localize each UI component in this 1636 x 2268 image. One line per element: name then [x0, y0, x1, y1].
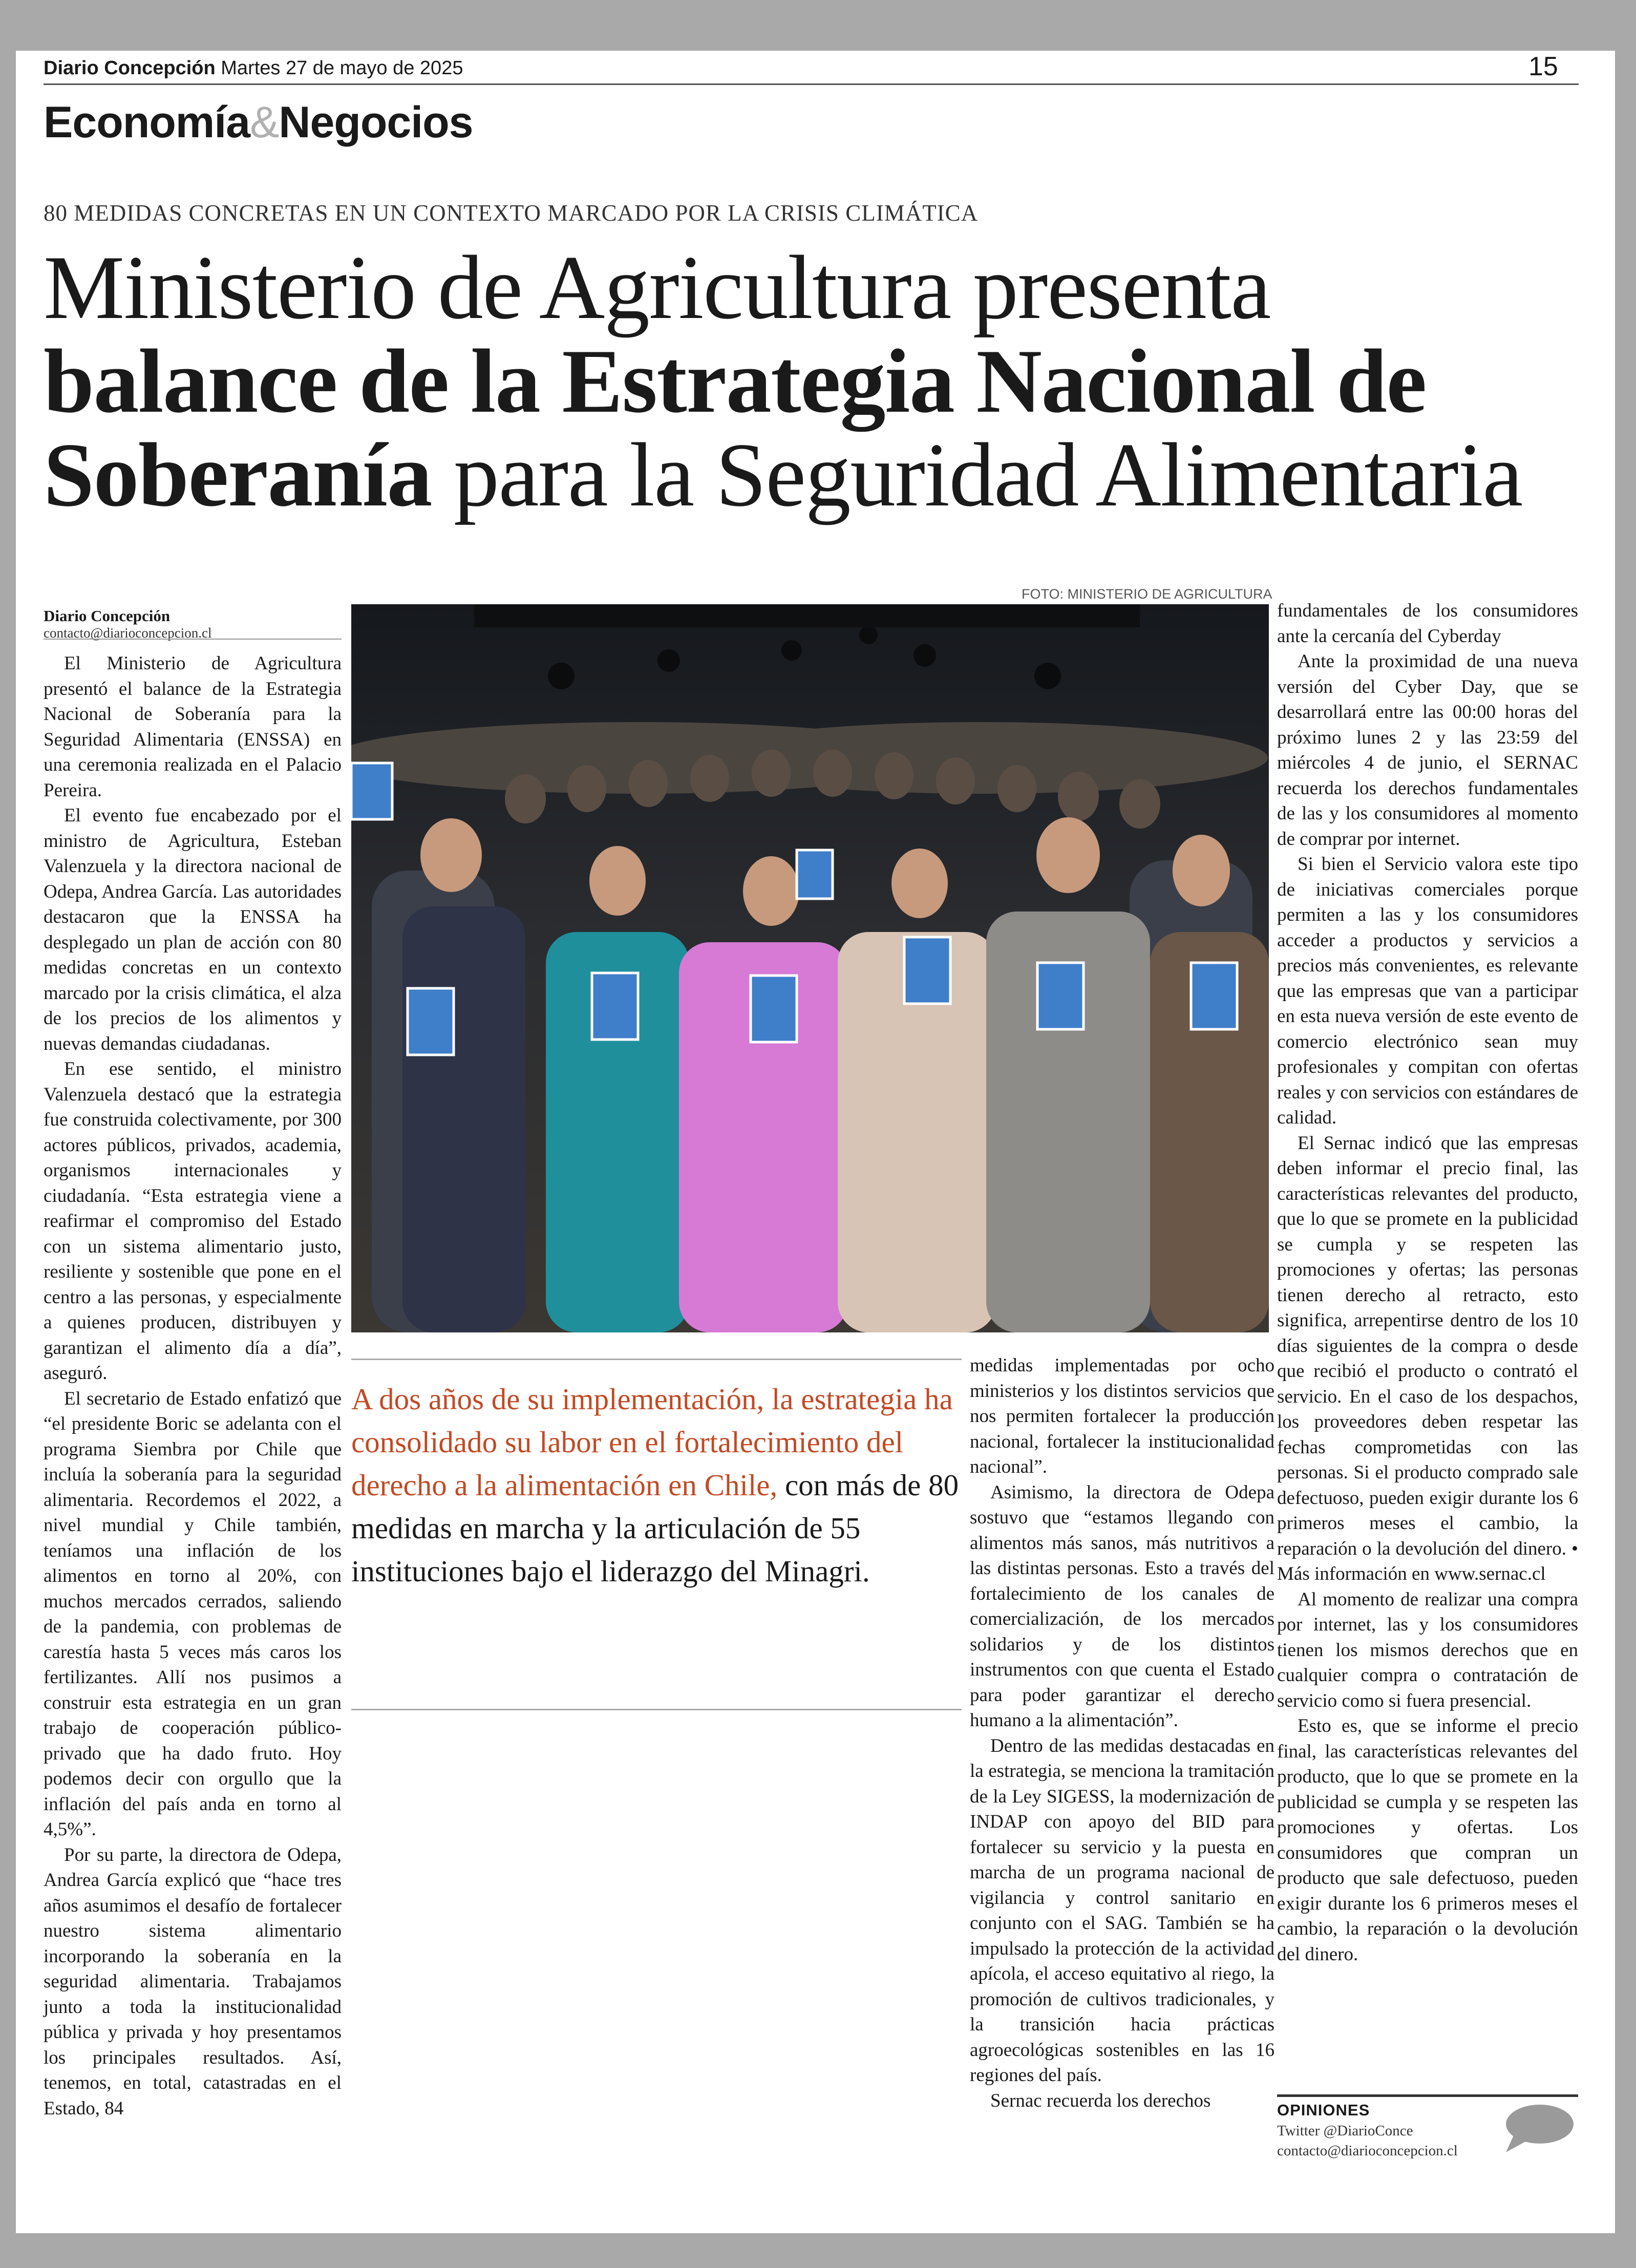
headline-line-1: Ministerio de Agricultura presenta: [44, 237, 1270, 338]
byline-email: contacto@diarioconcepcion.cl: [44, 625, 212, 641]
paragraph: medidas implementadas por ocho ministerios y los distintos servicios que nos permiten fortalecer la producción nacional, fortalecer la institucionalidad nacional”.: [970, 1355, 1274, 1477]
byline: [44, 607, 211, 641]
paragraph: Al momento de realizar una compra por internet, las y los consumidores tienen los mismos derechos que en cualquier compra o contratación de servicio como si fuera presencial.: [1277, 1588, 1578, 1711]
paragraph: Asimismo, la directora de Odepa sostuvo que “estamos llegando con alimentos más sanos, más nutritivos a las distintas personas. Esto a través del fortalecimiento de los canales de comercialización, de los mercados solidarios y de los distintos instrumentos con que cuenta el Estado para poder garantizar el derecho humano a la alimentación”.: [970, 1481, 1274, 1731]
section-title: [44, 97, 473, 148]
photo-illustration: [351, 604, 1269, 1332]
paper-name: Diario Concepción: [44, 57, 216, 79]
article-column-4: [1277, 598, 1578, 1967]
opinions-twitter: Twitter @DiarioConce: [1277, 2123, 1413, 2139]
paragraph: Esto es, que se informe el precio final, las características relevantes del producto, que lo que se promete en la publicidad se cumpla y se respeten las promociones y ofertas. Los consumidores que compran un producto que sale defectuoso, pueden exigir durante los 6 primeros meses el cambio, la reparación o la devolución del dinero.: [1277, 1715, 1578, 1965]
article-column-3: [970, 1353, 1274, 2113]
paragraph: El Sernac indicó que las empresas deben informar el precio final, las características relevantes del producto, que lo que se promete en la publicidad se cumpla y se respeten las promociones y ofertas; las personas tienen derecho al retracto, esto significa, arrepentirse dentro de los 10 días siguientes de la compra o desde que recibió el producto o contrató el servicio. En el caso de los despachos, los proveedores deben respetar las fechas comprometidas con las personas. Si el producto comprado sale defectuoso, pueden exigir durante los 6 primeros meses el cambio, la reparación o la devolución del dinero. • Más información en www.sernac.cl: [1277, 1132, 1578, 1584]
headline-line-2: balance de la Estrategia Nacional de: [44, 330, 1426, 432]
headline-bold-word: Soberanía: [44, 424, 432, 525]
headline-line-3: [44, 424, 1595, 525]
byline-name: Diario Concepción: [44, 607, 171, 625]
opinions-email: contacto@diarioconcepcion.cl: [1277, 2143, 1458, 2159]
byline-rule: [44, 639, 342, 640]
header-rule: [44, 83, 1579, 85]
photo-credit: FOTO: MINISTERIO DE AGRICULTURA: [1022, 586, 1272, 602]
page-number: 15: [1528, 52, 1558, 81]
paragraph: Dentro de las medidas destacadas en la estrategia, se menciona la tramitación de la Ley SIGESS, la modernización de INDAP con apoyo del BID para fortalecer su servicio y la puesta en marcha de un programa nacional de vigilancia y control sanitario en conjunto con el SAG. También se ha impulsado la protección de la actividad apícola, el acceso equitativo al riego, la promoción de cultivos tradicionales, y la transición hacia prácticas agroecológicas sostenibles en las 16 regiones del país.: [970, 1735, 1274, 2086]
paragraph: Ante la proximidad de una nueva versión del Cyber Day, que se desarrollará entre las 00:00 horas del próximo lunes 2 y las 23:59 del miércoles 4 de junio, el SERNAC recuerda los derechos fundamentales de las y los consumidores al momento de comprar por internet.: [1277, 651, 1578, 850]
section-part1: Economía: [44, 98, 250, 147]
paragraph: El evento fue encabezado por el ministro de Agricultura, Esteban Valenzuela y la directora nacional de Odepa, Andrea García. Las autoridades destacaron que la ENSSA ha desplegado un plan de acción con 80 medidas concretas en un contexto marcado por la crisis climática, el alza de los precios de los alimentos y nuevas demandas ciudadanas.: [44, 805, 342, 1054]
paragraph: fundamentales de los consumidores ante la cercanía del Cyberday: [1277, 600, 1578, 647]
pullquote: [351, 1377, 962, 1593]
issue-date: Martes 27 de mayo de 2025: [221, 57, 463, 79]
paragraph: Sernac recuerda los derechos: [990, 2090, 1211, 2111]
kicker: 80 MEDIDAS CONCRETAS EN UN CONTEXTO MARCADO POR LA CRISIS CLIMÁTICA: [44, 200, 979, 226]
pullquote-rule-top: [351, 1359, 962, 1360]
opinions-rule: [1277, 2094, 1578, 2097]
section-ampersand: &: [249, 98, 279, 147]
paragraph: Si bien el Servicio valora este tipo de iniciativas comerciales porque permiten a las y los consumidores acceder a productos y servicios a precios más convenientes, es relevante que las empresas que van a participar en esta nueva versión de este evento de comercio electrónico sean muy profesionales y compitan con ofertas reales y con servicios con estándares de calidad.: [1277, 854, 1578, 1128]
pullquote-rule-bottom: [351, 1709, 962, 1710]
event-group-photo: [351, 604, 1269, 1332]
paragraph: Por su parte, la directora de Odepa, Andrea García explicó que “hace tres años asumimos el desafío de fortalecer nuestro sistema alimentario incorporando la soberanía en la seguridad alimentaria. Trabajamos junto a toda la institucionalidad pública y privada y hoy presentamos los principales resultados. Así, tenemos, en total, catastradas en el Estado, 84: [44, 1844, 342, 2119]
headline: [44, 237, 1595, 525]
speech-bubble-icon: [1503, 2104, 1575, 2157]
paragraph: En ese sentido, el ministro Valenzuela destacó que la estrategia fue construida colectivamente, por 300 actores públicos, privados, academia, organismos internacionales y ciudadanía. “Esta estrategia viene a reafirmar el compromiso del Estado con un sistema alimentario justo, resiliente y sostenible que pone en el centro a las personas, y especialmente a quienes producen, distribuyen y garantizan el alimento día a día”, aseguró.: [44, 1058, 342, 1384]
section-part2: Negocios: [279, 98, 473, 147]
paragraph: El Ministerio de Agricultura presentó el balance de la Estrategia Nacional de Soberanía para la Seguridad Alimentaria (ENSSA) en una ceremonia realizada en el Palacio Pereira.: [44, 653, 342, 801]
dateline: [44, 57, 463, 79]
pullquote-text: con más de 80 medidas en marcha y la articulación de 55 instituciones bajo el liderazgo del Minagri.: [351, 1468, 959, 1588]
opinions-label: OPINIONES: [1277, 2101, 1370, 2119]
pullquote-highlight: A dos años de su implementación, la estrategia ha consolidado su labor en el fortalecimiento del derecho a la alimentación en Chile,: [351, 1382, 953, 1502]
paragraph: El secretario de Estado enfatizó que “el presidente Boric se adelanta con el programa Siembra por Chile que incluía la soberanía para la seguridad alimentaria. Recordemos el 2022, a nivel mundial y Chile también, teníamos una inflación de los alimentos en torno al 20%, con muchos mercados cerrados, saliendo de la pandemia, con problemas de carestía hasta 5 veces más caros los fertilizantes. Allí nos pusimos a construir esta estrategia en un gran trabajo de cooperación público-privado que ha dado fruto. Hoy podemos decir con orgullo que la inflación del país anda en torno al 4,5%”.: [44, 1388, 342, 1840]
article-column-1: [44, 651, 342, 2121]
headline-line-3-rest: para la Seguridad Alimentaria: [431, 424, 1522, 525]
